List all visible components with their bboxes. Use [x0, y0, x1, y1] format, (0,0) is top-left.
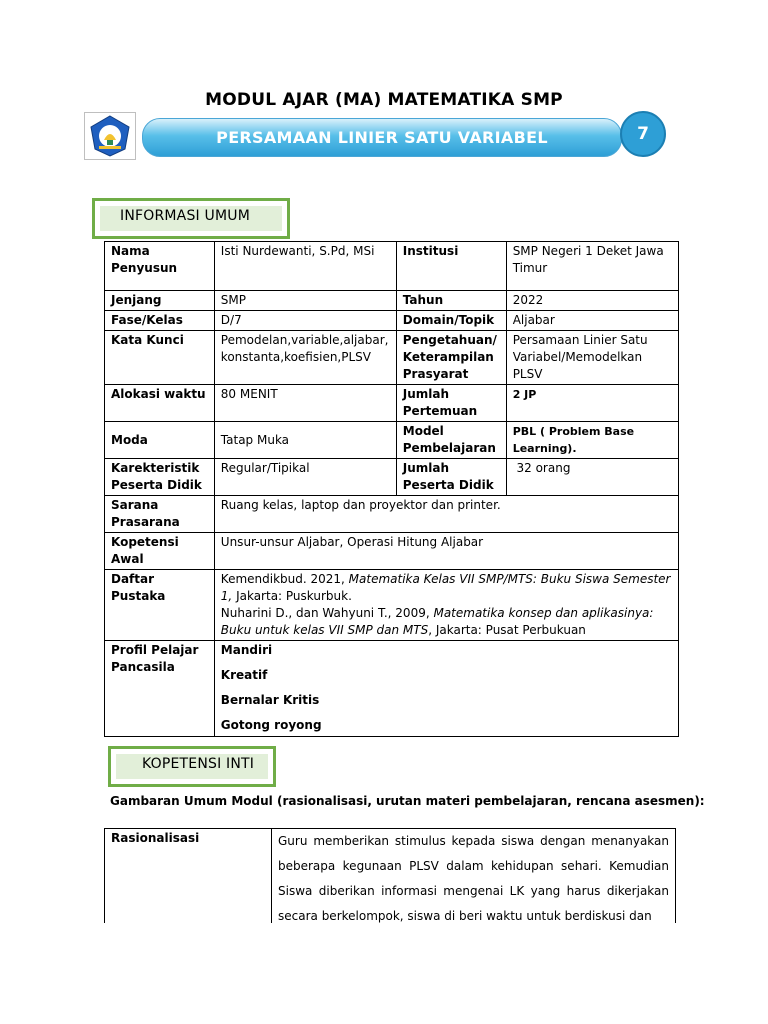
reference-text: , Jakarta: Pusat Perbukuan [428, 623, 586, 637]
cell-value: Unsur-unsur Aljabar, Operasi Hitung Aljabar [214, 533, 678, 570]
cell-key: Jumlah Peserta Didik [396, 459, 506, 496]
cell-key: Kopetensi Awal [105, 533, 215, 570]
module-overview-heading: Gambaran Umum Modul (rasionalisasi, urutan materi pembelajaran, rencana asesmen): [110, 794, 705, 808]
reference-title: Matematika Kelas VII SMP/MTS: Buku Siswa Semester 1, [220, 572, 671, 603]
cell-value: Tatap Muka [214, 422, 396, 459]
cell-key: Institusi [396, 242, 506, 291]
reference-text: Nuharini D., dan Wahyuni T., 2009, [220, 606, 434, 620]
profile-item: Mandiri [220, 643, 273, 657]
info-table [104, 241, 679, 737]
table-row [105, 641, 679, 737]
cell-value: Pemodelan,variable,aljabar, konstanta,koefisien,PLSV [214, 331, 396, 385]
reference-text: Jakarta: Puskurbuk. [232, 589, 352, 603]
cell-key: Model Pembelajaran [396, 422, 506, 459]
table-row [105, 385, 679, 422]
cell-key: Karekteristik Peserta Didik [105, 459, 215, 496]
rationale-table [104, 828, 676, 930]
cell-key: Pengetahuan/ Keterampilan Prasyarat [396, 331, 506, 385]
cell-value: SMP Negeri 1 Deket Jawa Timur [506, 242, 678, 291]
document-title: MODUL AJAR (MA) MATEMATIKA SMP [205, 90, 563, 110]
cell-key: Alokasi waktu [105, 385, 215, 422]
cell-value: Ruang kelas, laptop dan proyektor dan printer. [214, 496, 678, 533]
cell-value: Persamaan Linier Satu Variabel/Memodelkan PLSV [506, 331, 678, 385]
cell-value: Guru memberikan stimulus kepada siswa dengan menanyakan beberapa kegunaan PLSV dalam kehidupan sehari. Kemudian Siswa diberikan informasi mengenai LK yang harus dikerjakan secara berkelompok, siswa di beri waktu untuk berdiskusi dan [272, 829, 676, 930]
cell-value: SMP [214, 291, 396, 311]
section-label: INFORMASI UMUM [100, 206, 282, 231]
cell-key: Jenjang [105, 291, 215, 311]
profile-item: Gotong royong [220, 718, 322, 732]
section-kopetensi-inti [108, 746, 276, 787]
cell-value: Regular/Tipikal [214, 459, 396, 496]
cell-value: 32 orang [506, 459, 678, 496]
profile-list [214, 641, 678, 737]
topic-banner: PERSAMAAN LINIER SATU VARIABEL [142, 118, 622, 157]
profile-item: Bernalar Kritis [220, 693, 320, 707]
cell-key: Jumlah Pertemuan [396, 385, 506, 422]
cell-key: Tahun [396, 291, 506, 311]
reference-text: Kemendikbud. 2021, [220, 572, 349, 586]
section-informasi-umum [92, 198, 290, 239]
reference-title: Matematika konsep dan aplikasinya: Buku untuk kelas VII SMP dan MTS [220, 606, 654, 637]
table-row [105, 459, 679, 496]
cell-key: Daftar Pustaka [105, 570, 215, 641]
cell-key: Kata Kunci [105, 331, 215, 385]
cell-value: PBL ( Problem Base Learning). [506, 422, 678, 459]
cell-value: 2 JP [506, 385, 678, 422]
table-row [105, 242, 679, 291]
profile-item: Kreatif [220, 668, 268, 682]
cell-key: Fase/Kelas [105, 311, 215, 331]
table-row [105, 829, 676, 930]
cell-key: Profil Pelajar Pancasila [105, 641, 215, 737]
cell-value: 2022 [506, 291, 678, 311]
table-row [105, 570, 679, 641]
table-row [105, 496, 679, 533]
section-label: KOPETENSI INTI [116, 754, 268, 779]
grade-badge: 7 [620, 111, 666, 157]
cell-key: Domain/Topik [396, 311, 506, 331]
cell-value: 80 MENIT [214, 385, 396, 422]
cell-key: Moda [105, 422, 215, 459]
cell-key: Nama Penyusun [105, 242, 215, 291]
table-row [105, 533, 679, 570]
cell-value: D/7 [214, 311, 396, 331]
cell-value: Aljabar [506, 311, 678, 331]
table-row [105, 422, 679, 459]
cell-key: Sarana Prasarana [105, 496, 215, 533]
cell-value: Isti Nurdewanti, S.Pd, MSi [214, 242, 396, 291]
page-bottom-mask [0, 923, 768, 1024]
tut-wuri-handayani-logo [84, 112, 136, 160]
table-row [105, 331, 679, 385]
table-row [105, 291, 679, 311]
table-row [105, 311, 679, 331]
cell-key: Rasionalisasi [105, 829, 272, 930]
reference-list [214, 570, 678, 641]
